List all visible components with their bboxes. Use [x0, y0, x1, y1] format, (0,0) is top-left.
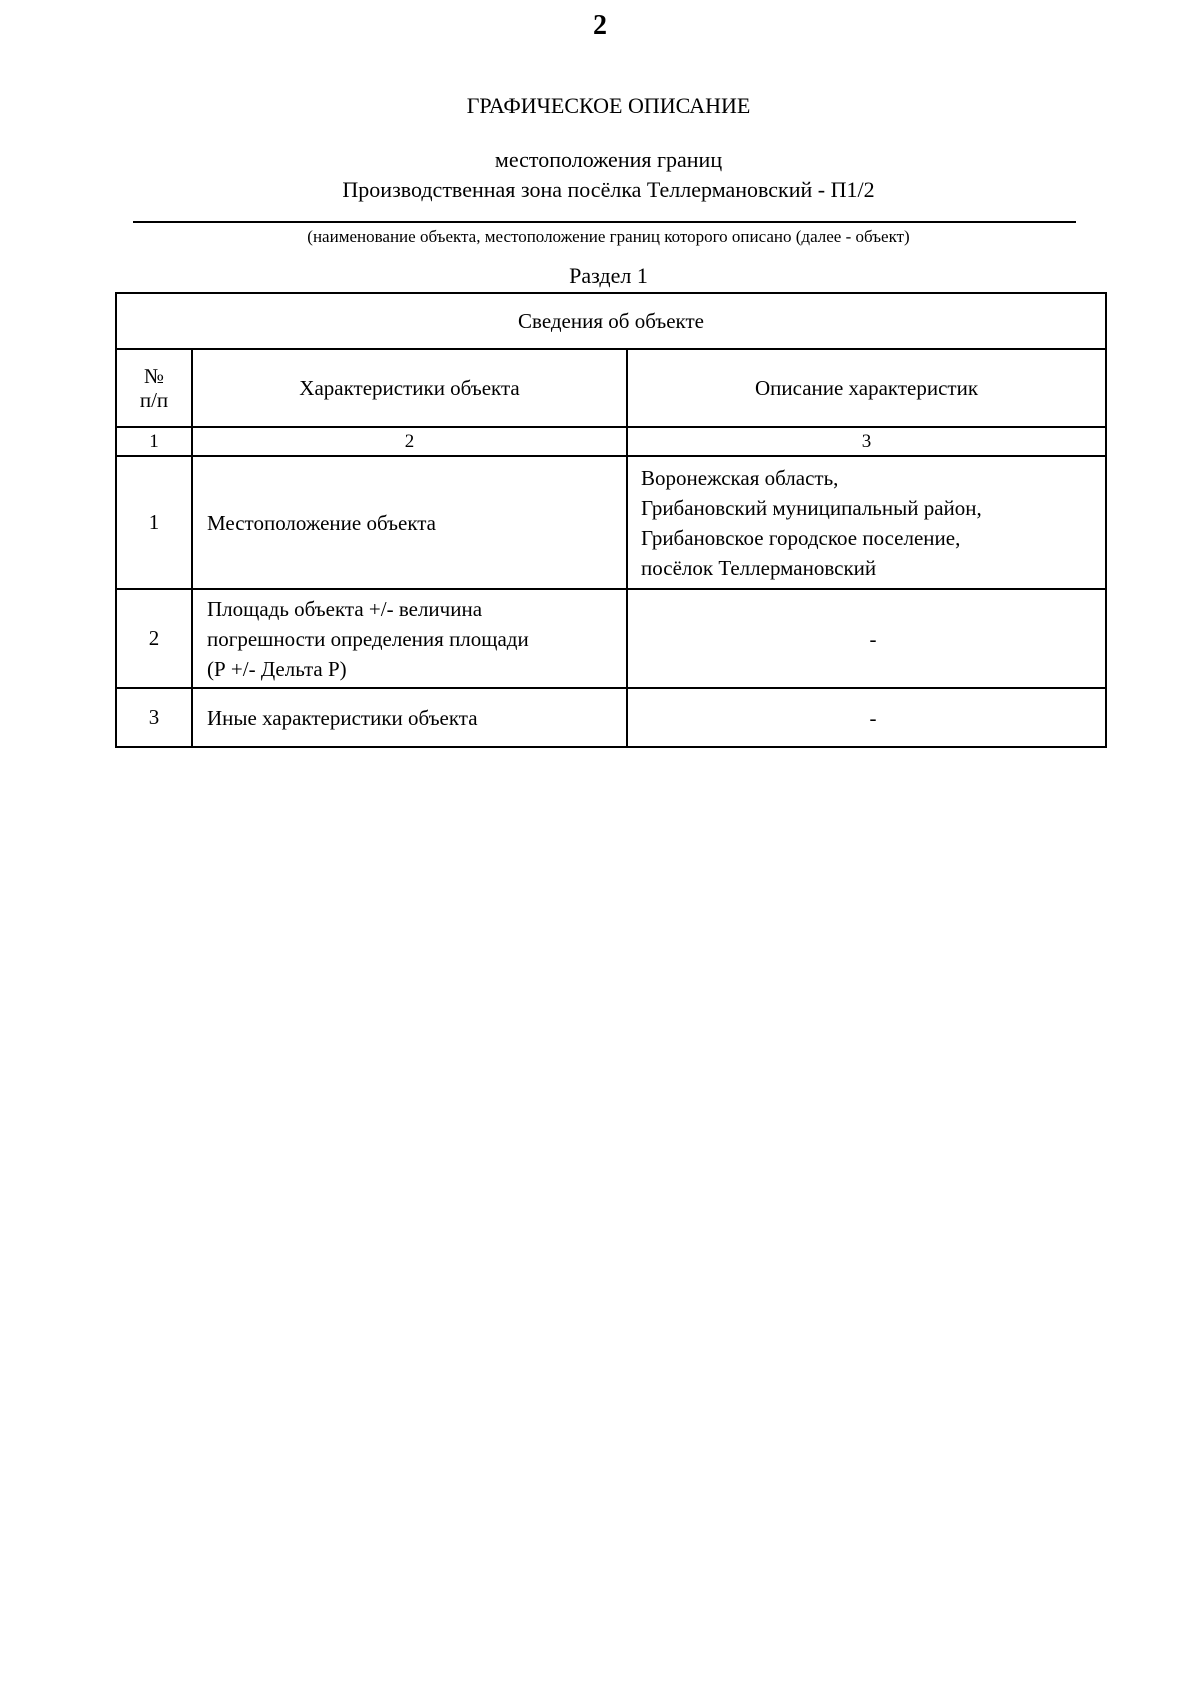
subtitle-line-1: местоположения границ	[494, 147, 723, 172]
column-number: 2	[192, 427, 627, 456]
row-number: 3	[116, 688, 192, 747]
column-number: 1	[116, 427, 192, 456]
characteristic-line: Местоположение объекта	[207, 510, 437, 535]
description-line: Грибановский муниципальный район,	[641, 495, 982, 520]
row-description	[627, 688, 1106, 747]
header-description: Описание характеристик	[627, 349, 1106, 427]
subtitle-line-2: Производственная зона посёлка Теллермановский - П1/2	[342, 177, 875, 202]
row-characteristic	[192, 589, 627, 688]
header-characteristics: Характеристики объекта	[192, 349, 627, 427]
object-info-table	[115, 292, 1107, 748]
table-caption-row	[116, 293, 1106, 349]
characteristic-line: (Р +/- Дельта Р)	[207, 656, 347, 681]
column-numbers-row	[116, 427, 1106, 456]
section-label: Раздел 1	[569, 263, 648, 288]
row-number: 1	[116, 456, 192, 589]
row-description	[627, 456, 1106, 589]
characteristic-line: Иные характеристики объекта	[207, 705, 478, 730]
header-number-symbol: №	[143, 364, 165, 388]
subtitle-block	[0, 145, 1200, 205]
document-title: ГРАФИЧЕСКОЕ ОПИСАНИЕ	[466, 93, 751, 118]
row-number: 2	[116, 589, 192, 688]
row-description	[627, 589, 1106, 688]
row-characteristic	[192, 456, 627, 589]
row-characteristic	[192, 688, 627, 747]
table-row	[116, 456, 1106, 589]
table-caption: Сведения об объекте	[116, 293, 1106, 349]
underline-caption: (наименование объекта, местоположение границ которого описано (далее - объект)	[307, 227, 910, 246]
page-number: 2	[593, 10, 607, 41]
description-line: -	[869, 626, 877, 651]
column-number: 3	[627, 427, 1106, 456]
table-header-row	[116, 349, 1106, 427]
characteristic-line: Площадь объекта +/- величина	[207, 596, 483, 621]
description-line: -	[869, 705, 877, 730]
characteristic-line: погрешности определения площади	[207, 626, 529, 651]
table-row	[116, 589, 1106, 688]
title-underline	[133, 221, 1076, 223]
description-line: посёлок Теллермановский	[641, 555, 877, 580]
description-line: Воронежская область,	[641, 465, 839, 490]
header-number	[116, 349, 192, 427]
description-line: Грибановское городское поселение,	[641, 525, 961, 550]
table-row	[116, 688, 1106, 747]
header-number-abbr: п/п	[139, 388, 169, 412]
